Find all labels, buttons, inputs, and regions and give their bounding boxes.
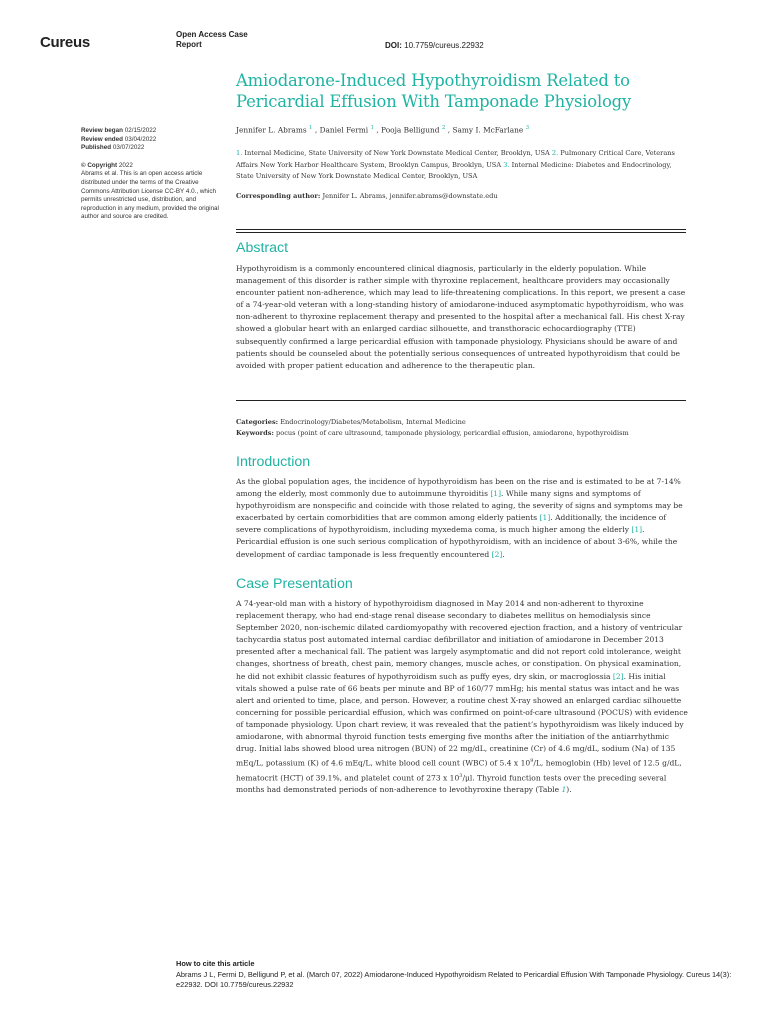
cite-heading: How to cite this article <box>176 959 255 968</box>
review-ended-label: Review ended <box>81 135 123 143</box>
author-affiliation-mark: 3 <box>525 125 530 131</box>
keywords-value: pocus (point of care ultrasound, tamponade physiology, pericardial effusion, amiodarone, hypothyroidism <box>276 428 629 437</box>
citation-link[interactable]: [2] <box>491 549 503 559</box>
corresponding-text[interactable]: Jennifer L. Abrams, jennifer.abrams@downstate.edu <box>322 192 498 201</box>
author-list: Jennifer L. Abrams $^1$ , Daniel Fermi $^1$ , Pooja Belligund $^2$ , Samy I. McFarlane $^3$ <box>236 125 530 135</box>
published-label: Published <box>81 144 112 152</box>
article-header <box>236 70 686 200</box>
author-affiliation-mark: 1 <box>370 125 374 131</box>
keywords <box>236 428 696 439</box>
affiliation-number: 1. <box>236 149 243 158</box>
citation-link[interactable]: [2] <box>612 671 624 681</box>
article-sidebar <box>81 127 221 222</box>
case-presentation-text: A 74-year-old man with a history of hypothyroidism diagnosed in May 2014 and non-adherent to thyroxine replacement therapy, who had end-stage renal disease secondary to diabetes mellitus on hemodialysis since September 2020, non-ischemic dilated cardiomyopathy with recovered ejection fraction, and a history of ventricular tachycardia status post automated internal cardiac defibrillator and initiation of amiodarone in December 2013 presented after a mechanical fall. The patient was largely asymptomatic and did not report cold intolerance, weight changes, shortness of breath, chest pain, memory changes, muscle aches, or constipation. On physical examination, he did not exhibit classic features of hypothyroidism such as puffy eyes, dry skin, or macroglossia [2]. His initial vitals showed a pulse rate of 66 beats per minute and BP of 160/77 mmHg; his mental status was intact and he was alert and oriented to time, place, and person. However, a routine chest X-ray showed an enlarged cardiac silhouette concerning for possible pericardial effusion, which was confirmed on point-of-care ultrasound (POCUS) with evidence of tamponade physiology. Upon chart review, it was revealed that the patient’s hypothyroidism was likely induced by amiodarone, with abnormal thyroid function tests emerging five months after the initiation of the antiarrhythmic drug. Initial labs showed blood urea nitrogen (BUN) of 22 mg/dL, creatinine (Cr) of 4.6 mg/dL, sodium (Na) of 135 mEq/L, potassium (K) of 4.6 mEq/L, white blood cell count (WBC) of 5.4 x $10^9/L$, hemoglobin (Hb) level of 12.5 g/dL, hematocrit (HCT) of 39.1%, and platelet count of 273 x $10^3/\mu l$. Thyroid function tests over the preceding several months had demonstrated periods of non-adherence to levothyroxine therapy (Table 1). <box>236 599 688 795</box>
doi-value[interactable]: 10.7759/cureus.22932 <box>404 41 484 50</box>
author-name[interactable]: Pooja Belligund <box>381 125 440 135</box>
affiliations <box>236 148 686 182</box>
abstract-heading: Abstract <box>236 240 289 256</box>
review-began-label: Review began <box>81 127 123 134</box>
affiliation-text: Internal Medicine, State University of New York Downstate Medical Center, Brooklyn, USA <box>244 149 550 158</box>
cite-text: Abrams J L, Fermi D, Belligund P, et al. (March 07, 2022) Amiodarone-Induced Hypothyroidism Related to Pericardial Effusion With Tamponade Physiology. Cureus 14(3): e22932. DOI 10.7759/cureus.22932 <box>176 969 732 990</box>
introduction-heading: Introduction <box>236 454 311 470</box>
author-name[interactable]: Samy I. McFarlane <box>452 125 524 135</box>
review-began <box>81 127 221 136</box>
header-doi <box>385 41 484 50</box>
categories-label: Categories: <box>236 418 279 426</box>
categories <box>236 417 696 428</box>
review-began-date: 02/15/2022 <box>124 127 157 134</box>
article-type <box>176 30 286 50</box>
case-presentation-heading: Case Presentation <box>236 576 353 592</box>
author-name[interactable]: Jennifer L. Abrams <box>236 125 307 135</box>
review-ended-date: 03/04/2022 <box>124 135 157 143</box>
copyright <box>81 162 221 171</box>
copyright-year: 2022 <box>118 161 133 169</box>
citation-link[interactable]: [1] <box>631 525 643 535</box>
citation-footer <box>176 959 736 991</box>
review-ended <box>81 136 221 145</box>
article-meta <box>236 417 696 438</box>
affiliation-text: Pulmonary Critical Care, Veterans Affairs New York Harbor Healthcare System, Brooklyn Campus, Brooklyn, USA <box>236 149 675 169</box>
categories-value: Endocrinology/Diabetes/Metabolism, Internal Medicine <box>280 418 466 426</box>
section-divider <box>236 400 686 401</box>
article-type-line2: Report <box>176 40 202 49</box>
article-title: Amiodarone-Induced Hypothyroidism Related to Pericardial Effusion With Tamponade Physiology <box>236 71 632 111</box>
corresponding-author <box>236 192 686 200</box>
abstract-text: Hypothyroidism is a commonly encountered clinical diagnosis, particularly in the elderly population. While management of this disorder is rather simple with thyroxine replacement, healthcare providers may occasionally encounter patient non-adherence, which may lead to life-threatening complications. In this report, we present a case of a 74-year-old veteran with a long-standing history of amiodarone-induced asymptomatic hypothyroidism, who was non-adherent to thyroxine replacement therapy and presented to the hospital after a mechanical fall. His chest X-ray showed a globular heart with an enlarged cardiac silhouette, and transthoracic echocardiography (TTE) subsequently confirmed a large pericardial effusion with tamponade physiology. Physicians should be aware of and patients should be counseled about the potentially serious consequences of untreated hypothyroidism that could be avoided with proper patient education and adherence to the therapeutic plan. <box>236 264 686 370</box>
author-name[interactable]: Daniel Fermi <box>319 125 369 135</box>
copyright-label: © Copyright <box>81 161 118 169</box>
section-divider <box>236 229 686 233</box>
introduction-text: As the global population ages, the incidence of hypothyroidism has been on the rise and is estimated to be at 7-14% among the elderly, most commonly due to autoimmune thyroiditis [1]. While many signs and symptoms of hypothyroidism are nonspecific and coincide with those related to aging, the severity of signs and symptoms may be exacerbated by certain comorbidities that are common among elderly patients [1]. Additionally, the incidence of severe complications of hypothyroidism, including myxedema coma, is much higher among the elderly [1]. Pericardial effusion is one such serious complication of hypothyroidism, with an incidence of about 3-6%, while the development of cardiac tamponade is less frequently encountered [2]. <box>236 477 683 559</box>
article-type-line1: Open Access Case <box>176 30 248 39</box>
affiliation-number: 2. <box>551 149 559 158</box>
affiliation-number: 3. <box>503 160 510 169</box>
license-text: Abrams et al. This is an open access article distributed under the terms of the Creative Commons Attribution License CC-BY 4.0., which permits unrestricted use, distribution, and reproduction in any medium, provided the original author and source are credited. <box>81 170 219 221</box>
corresponding-label: Corresponding author: <box>236 192 321 201</box>
citation-link[interactable]: [1] <box>539 513 551 523</box>
keywords-label: Keywords: <box>236 428 274 437</box>
author-affiliation-mark: 1 <box>309 125 313 131</box>
affiliation-text: Internal Medicine: Diabetes and Endocrinology, State University of New York Downstate Medical Center, Brooklyn, USA <box>236 160 672 180</box>
doi-label: DOI: <box>385 41 402 50</box>
journal-logo: Cureus <box>40 34 90 51</box>
table-link[interactable]: 1 <box>561 785 567 795</box>
published <box>81 144 221 153</box>
citation-link[interactable]: [1] <box>490 489 502 499</box>
author-affiliation-mark: 2 <box>441 125 446 131</box>
published-date: 03/07/2022 <box>112 144 145 152</box>
